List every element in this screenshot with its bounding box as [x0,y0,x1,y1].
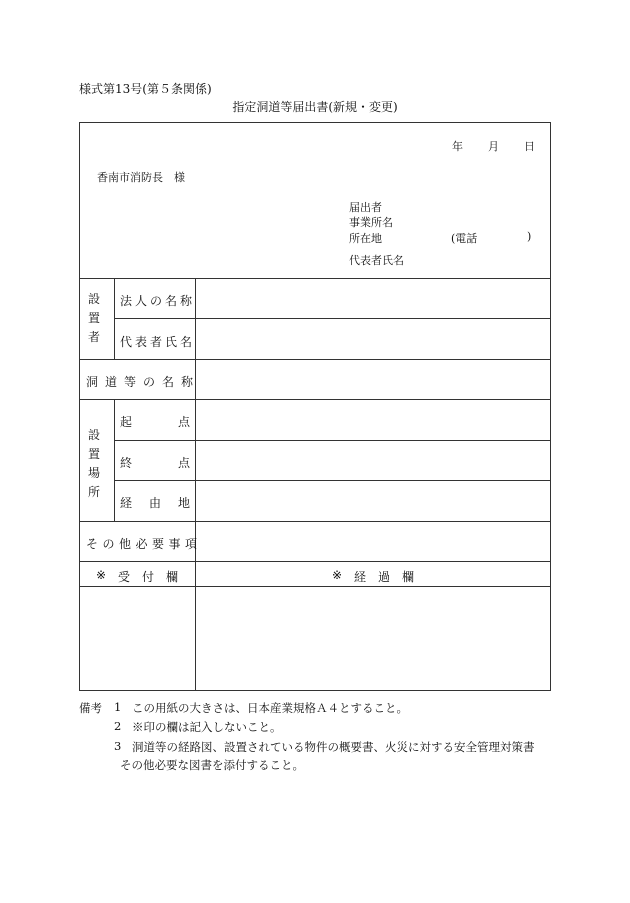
end-point-field[interactable] [196,441,550,479]
date-year-label: 年 [452,140,463,153]
date-month-label: 月 [488,140,499,153]
start-point-field[interactable] [196,400,550,439]
date-day-label: 日 [524,140,535,153]
rep-name-field[interactable] [196,319,550,358]
phone-label: (電話 [451,232,478,245]
phone-close: ) [527,230,532,243]
col-divider [114,278,115,359]
via-point-label: 経 由 地 [120,496,190,510]
reception-column-header: ※ 受 付 欄 [96,568,178,584]
end-point-label: 終 点 [120,456,190,470]
installer-group-label: 設置者 [87,292,100,344]
representative-label: 代表者氏名 [349,254,404,267]
other-items-field[interactable] [196,522,550,560]
progress-field [196,587,550,690]
document-title: 指定洞道等届出書(新規・変更) [232,100,398,114]
form-number: 様式第13号(第５条関係) [79,82,212,96]
tunnel-name-field[interactable] [196,360,550,398]
note-1-number: 1 [114,700,122,714]
progress-column-header: ※ 経 過 欄 [332,568,414,584]
note-3-number: 3 [114,739,122,753]
via-point-field[interactable] [196,481,550,520]
address-label: 所在地 [349,232,382,245]
row-divider [79,561,551,562]
note-3-text-continued: その他必要な図書を添付すること。 [120,758,304,772]
notes-label: 備考 [79,701,102,715]
addressee: 香南市消防長 様 [97,171,185,184]
note-2-text: ※印の欄は記入しないこと。 [132,720,282,734]
col-divider [114,399,115,521]
note-3-text: 洞道等の経路図、設置されている物件の概要書、火災に対する安全管理対策書 [132,740,535,754]
rep-name-label: 代表者氏名 [120,335,196,349]
applicant-label: 届出者 [349,201,382,214]
reception-field [80,587,194,690]
note-2-number: 2 [114,719,122,733]
other-items-label: その他必要事項 [86,537,202,551]
corp-name-field[interactable] [196,279,550,318]
office-name-label: 事業所名 [349,216,393,229]
note-1-text: この用紙の大きさは、日本産業規格Ａ４とすること。 [132,701,408,715]
start-point-label: 起 点 [120,415,190,429]
tunnel-name-label: 洞道等の名称 [86,375,201,389]
location-group-label: 設置場所 [87,428,100,499]
corp-name-label: 法人の名称 [120,294,196,308]
